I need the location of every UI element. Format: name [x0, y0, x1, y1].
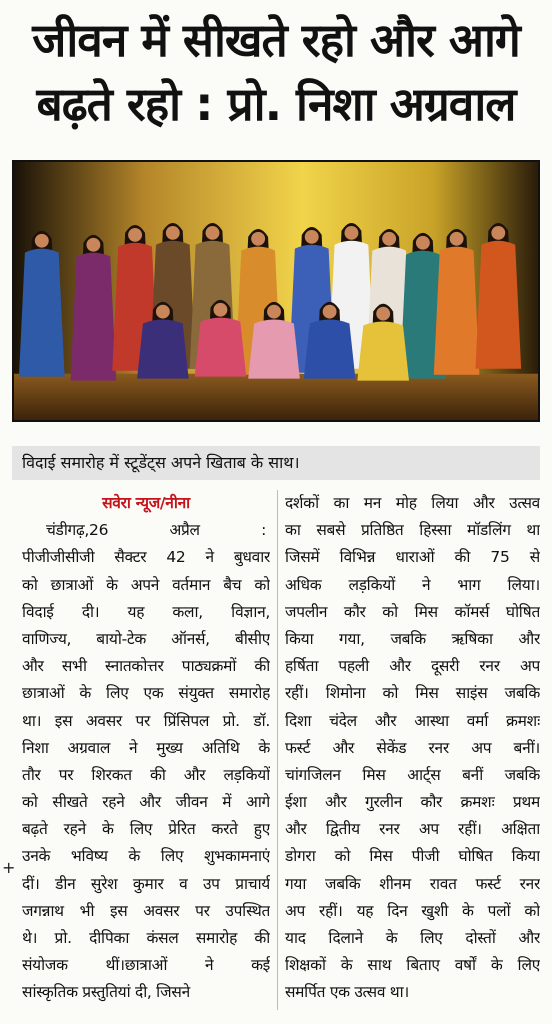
dateline-place: चंडीगढ़,26 — [46, 521, 109, 540]
right-line: हर्षिता पहली और दूसरी रनर अप — [285, 657, 540, 676]
dateline-separator: : — [261, 521, 266, 540]
right-line: दिशा चंदेल और आस्था वर्मा क्रमशः — [285, 711, 540, 730]
left-line: उनके भविष्य के लिए शुभकामनाएं — [22, 847, 270, 866]
left-line: था। इस अवसर पर प्रिंसिपल प्रो. डॉ. — [22, 711, 270, 730]
right-line: जिसमें विभिन्न धाराओं की 75 से — [285, 548, 540, 567]
right-line: अप रहीं। यह दिन खुशी के पलों को — [285, 901, 540, 920]
right-body-text — [285, 490, 540, 1007]
left-line: तौर पर शिरकत की और लड़कियों — [22, 765, 270, 784]
right-line: चांगजिलन मिस आर्ट्स बनीं जबकि — [285, 765, 540, 784]
headline-line-2: बढ़ते रहो : प्रो. निशा अग्रवाल — [36, 77, 516, 131]
right-line: शिक्षकों के साथ बिताए वर्षों के लिए — [285, 956, 540, 975]
dateline-month: अप्रैल — [169, 521, 200, 540]
right-line: डोगरा को मिस पीजी घोषित किया — [285, 847, 540, 866]
standing-person — [71, 235, 117, 381]
left-line: जगन्नाथ भी इस अवसर पर उपस्थित — [22, 901, 270, 920]
group-photo — [12, 160, 540, 422]
right-line: का सबसे प्रतिष्ठित हिस्सा मॉडलिंग था — [285, 521, 540, 540]
left-line: को सीखते रहने और जीवन में आगे — [22, 793, 270, 812]
right-line: जपलीन कौर को मिस कॉमर्स घोषित — [285, 602, 540, 621]
column-divider — [277, 490, 278, 1010]
dateline — [22, 517, 270, 544]
headline — [0, 8, 552, 136]
left-line: दीं। डीन सुरेश कुमार व उप प्राचार्य — [22, 874, 270, 893]
article-column-right — [285, 490, 540, 1007]
left-line: छात्राओं के लिए एक संयुक्त समारोह — [22, 684, 270, 703]
standing-person — [475, 223, 521, 369]
byline: सवेरा न्यूज/नीना — [102, 494, 190, 512]
standing-person — [19, 231, 65, 377]
right-line: याद दिलाने के लिए दोस्तों और — [285, 929, 540, 947]
left-line: और सभी स्नातकोत्तर पाठ्यक्रमों की — [22, 657, 270, 676]
margin-mark: + — [2, 858, 16, 877]
right-line: अधिक लड़कियों ने भाग लिया। — [285, 575, 540, 594]
left-line: को छात्राओं के अपने वर्तमान बैच को — [22, 575, 270, 594]
article-column-left — [22, 490, 270, 1007]
right-line: समर्पित एक उत्सव था। — [285, 983, 409, 1002]
right-line: गया जबकि शीनम रावत फर्स्ट रनर — [285, 874, 540, 893]
left-line: बढ़ते रहने के लिए प्रेरित करते हुए — [22, 820, 270, 839]
standing-person — [434, 229, 480, 375]
photo-caption: विदाई समारोह में स्टूडेंट्स अपने खिताब के साथ। — [12, 446, 540, 480]
right-line: फर्स्ट और सेकेंड रनर अप बनीं। — [285, 738, 540, 757]
right-line: रहीं। शिमोना को मिस साइंस जबकि — [285, 684, 540, 703]
headline-line-1: जीवन में सीखते रहो और आगे — [32, 13, 520, 67]
left-line: पीजीजीसीजी सैक्टर 42 ने बुधवार — [22, 548, 270, 567]
left-line: निशा अग्रवाल ने मुख्य अतिथि के — [22, 738, 270, 757]
right-line: और द्वितीय रनर अप रहीं। अक्षिता — [285, 820, 540, 839]
right-line: दर्शकों का मन मोह लिया और उत्सव — [285, 494, 540, 512]
group-photo-image — [14, 162, 538, 420]
right-line: किया गया, जबकि ऋषिका और — [285, 629, 540, 648]
left-line: सांस्कृतिक प्रस्तुतियां दी, जिसने — [22, 983, 190, 1002]
left-line: विदाई दी। यह कला, विज्ञान, — [22, 602, 270, 621]
left-line: वाणिज्य, बायो-टेक ऑनर्स, बीसीए — [22, 629, 270, 648]
left-line: थे। प्रो. दीपिका कंसल समारोह की — [22, 929, 270, 947]
right-line: ईशा और गुरलीन कौर क्रमशः प्रथम — [285, 793, 540, 812]
left-line: संयोजक थीं।छात्राओं ने कई — [22, 956, 270, 975]
left-body-text — [22, 544, 270, 1006]
